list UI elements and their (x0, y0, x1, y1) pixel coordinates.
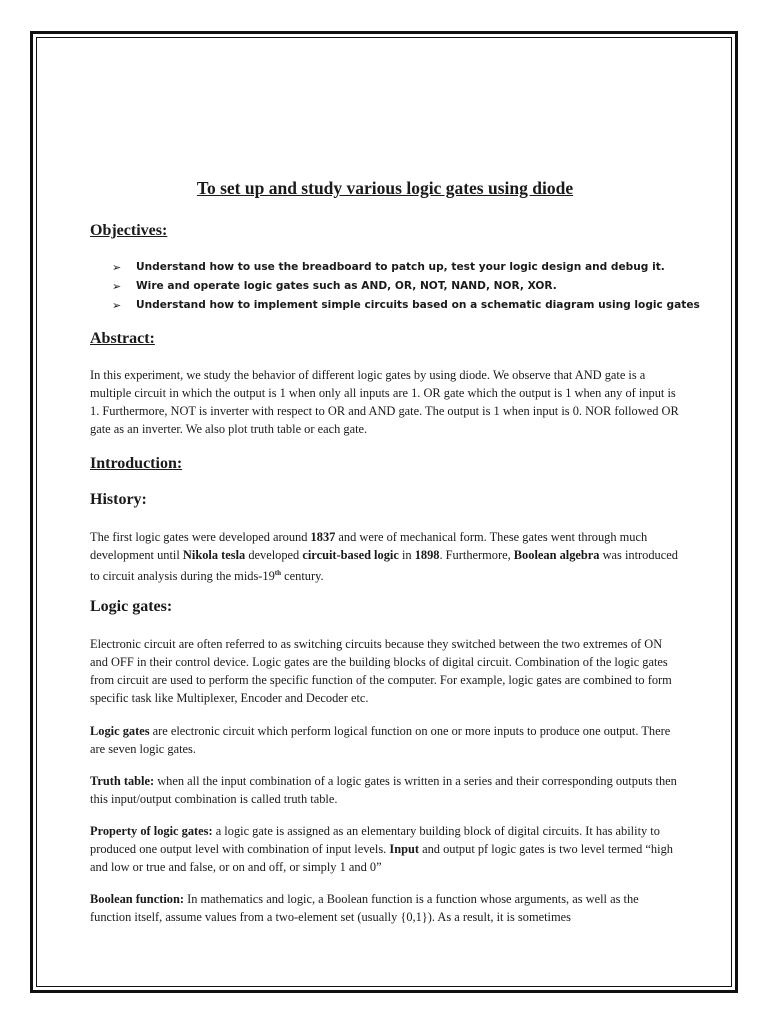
document-title: To set up and study various logic gates using diode (196, 178, 574, 198)
arrow-bullet-icon: ➢ (112, 299, 122, 312)
objective-text: Understand how to implement simple circuits based on a schematic diagram using logic gates (136, 299, 700, 311)
abstract-heading: Abstract: (90, 330, 155, 347)
boolean-function-paragraph: Boolean function: In mathematics and logic, a Boolean function is a function whose arguments, as well as the function itself, assume values from a two-element set (usually {0,1}). As a result, it is sometimes (90, 892, 639, 924)
logic-gates-heading: Logic gates: (90, 598, 173, 615)
introduction-heading: Introduction: (90, 455, 183, 472)
list-item (112, 296, 700, 315)
arrow-bullet-icon: ➢ (112, 280, 122, 293)
logic-gates-definition-paragraph: Logic gates are electronic circuit which perform logical function on one or more inputs to produce one output. There are seven logic gates. (90, 724, 671, 756)
history-heading: History: (90, 491, 147, 508)
history-paragraph: The first logic gates were developed around 1837 and were of mechanical form. These gates went through much development until Nikola tesla developed circuit-based logic in 1898. Furthermore, Boolean algebra was introduced to circuit analysis during the mids-19th century. (90, 530, 678, 584)
arrow-bullet-icon: ➢ (112, 261, 122, 274)
document-content (90, 178, 700, 924)
list-item (112, 258, 700, 277)
objectives-heading: Objectives: (90, 222, 168, 239)
logic-gates-paragraph: Electronic circuit are often referred to as switching circuits because they switched between the two extremes of ON and OFF in their control device. Logic gates are the building blocks of digital circuit. Combination of the logic gates from circuit are used to perform the specific function of the computer. For example, logic gates are combined to form specific task like Multiplexer, Encoder and Decoder etc. (90, 637, 672, 705)
property-paragraph: Property of logic gates: a logic gate is assigned as an elementary building block of digital circuits. It has ability to produced one output level with combination of input levels. Input and output pf logic gates is two level termed “high and low or true and false, or on and off, or simply 1 and 0” (90, 824, 673, 874)
objective-text: Understand how to use the breadboard to patch up, test your logic design and debug it. (136, 261, 665, 273)
objective-text: Wire and operate logic gates such as AND, OR, NOT, NAND, NOR, XOR. (136, 280, 557, 292)
truth-table-paragraph: Truth table: when all the input combination of a logic gates is written in a series and their corresponding outputs then this input/output combination is called truth table. (90, 774, 677, 806)
list-item (112, 277, 700, 296)
objectives-list (112, 258, 700, 315)
abstract-paragraph: In this experiment, we study the behavior of different logic gates by using diode. We observe that AND gate is a multiple circuit in which the output is 1 when only all inputs are 1. OR gate which the output is 1 when any of input is 1. Furthermore, NOT is inverter with respect to OR and AND gate. The output is 1 when input is 0. NOR followed OR gate as an inverter. We also plot truth table or each gate. (90, 368, 679, 436)
